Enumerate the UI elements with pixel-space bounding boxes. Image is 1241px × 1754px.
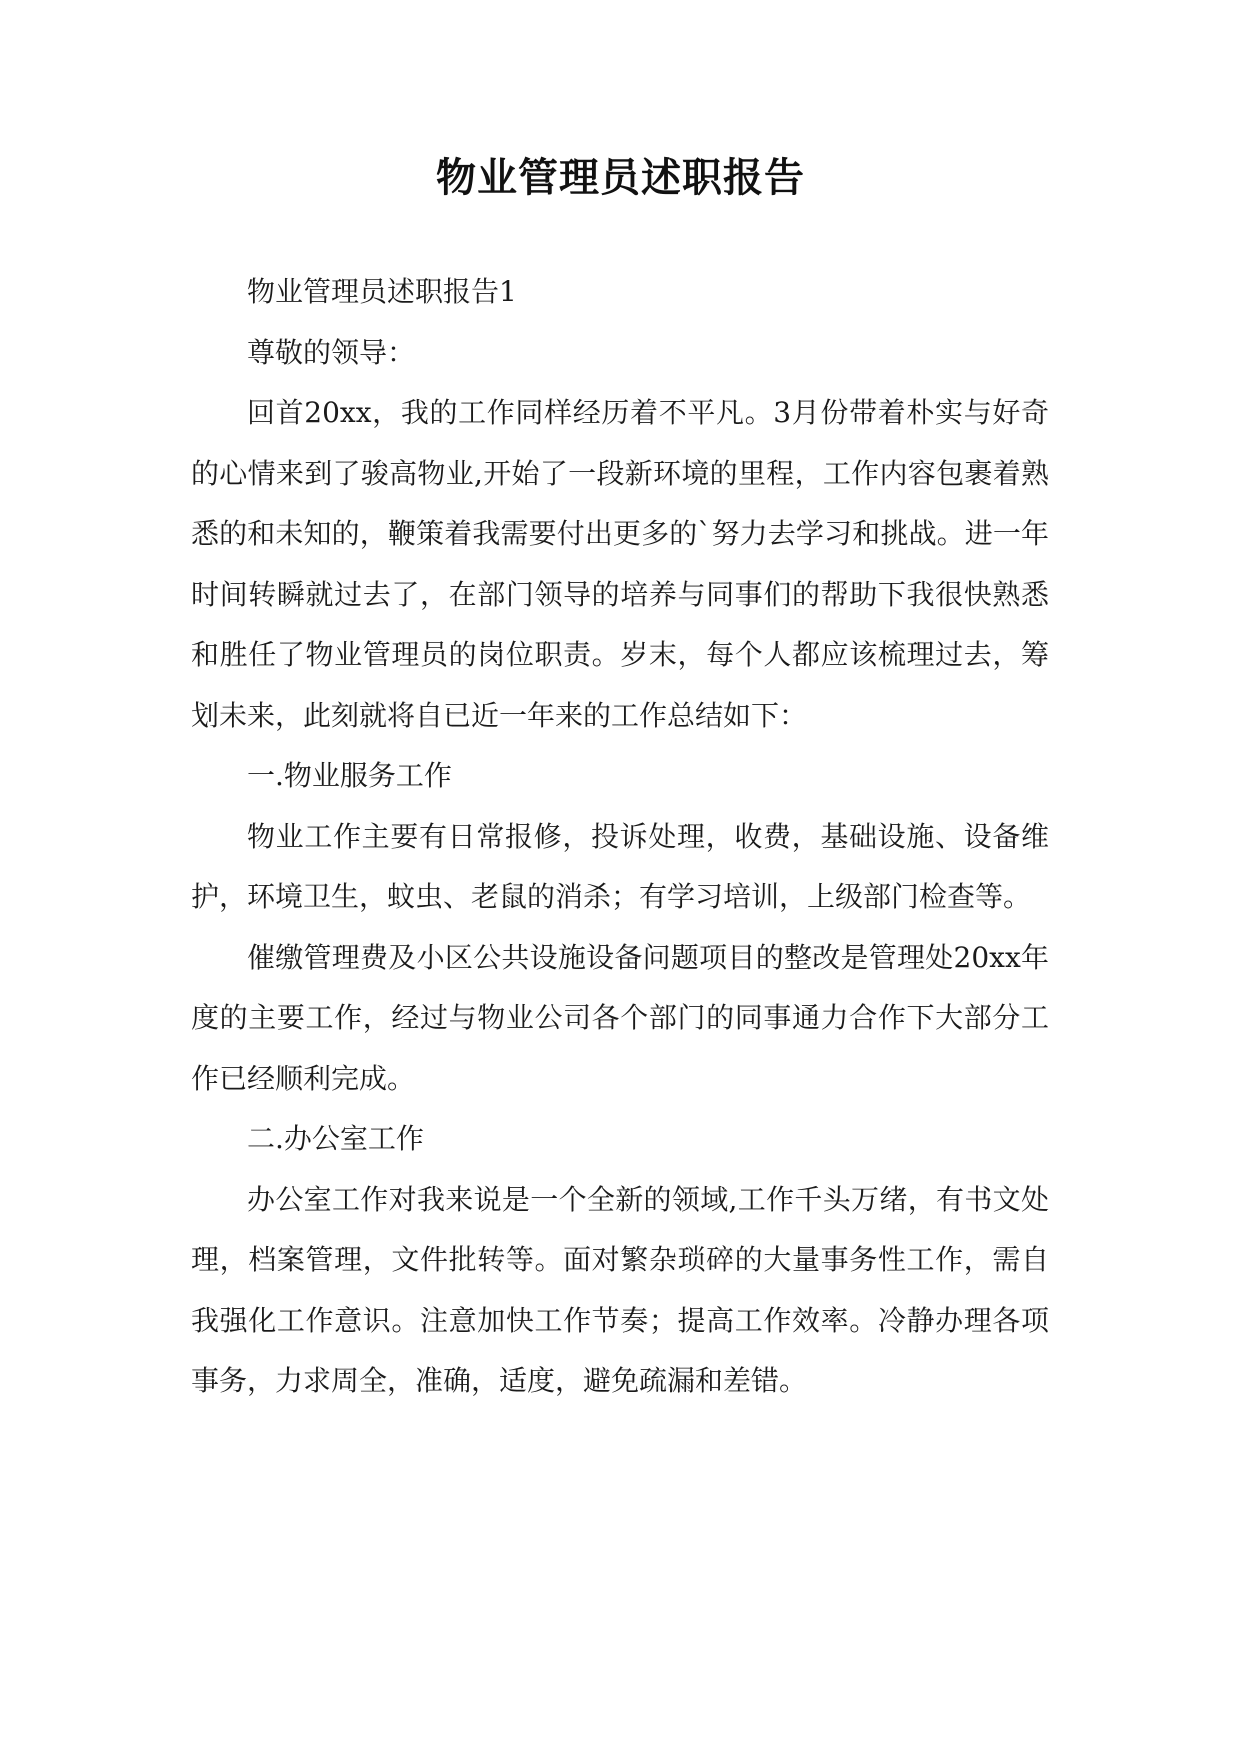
salutation: 尊敬的领导： (247, 335, 416, 369)
fee-collection-paragraph: 催缴管理费及小区公共设施设备问题项目的整改是管理处20xx年度的主要工作，经过与物业公司各个部门的同事通力合作下大部分工作已经顺利完成。 (191, 940, 1049, 1095)
section-heading-office-work: 二.办公室工作 (247, 1122, 424, 1155)
property-service-paragraph: 物业工作主要有日常报修，投诉处理，收费，基础设施、设备维护，环境卫生，蚊虫、老鼠的消杀；有学习培训，上级部门检查等。 (191, 819, 1049, 913)
document-body (191, 262, 1049, 1412)
report-subtitle: 物业管理员述职报告1 (247, 275, 517, 308)
intro-paragraph: 回首20xx，我的工作同样经历着不平凡。3月份带着朴实与好奇的心情来到了骏高物业,开始了一段新环境的里程，工作内容包裹着熟悉的和未知的，鞭策着我需要付出更多的`努力去学习和挑战。进一年时间转瞬就过去了，在部门领导的培养与同事们的帮助下我很快熟悉和胜任了物业管理员的岗位职责。岁末，每个人都应该梳理过去，筹划未来，此刻就将自已近一年来的工作总结如下： (191, 396, 1049, 732)
section-heading-property-service: 一.物业服务工作 (247, 759, 452, 792)
document-title: 物业管理员述职报告 (436, 154, 805, 201)
office-work-paragraph: 办公室工作对我来说是一个全新的领域,工作千头万绪，有书文处理，档案管理，文件批转等。面对繁杂琐碎的大量事务性工作，需自我强化工作意识。注意加快工作节奏；提高工作效率。冷静办理各项事务，力求周全，准确，适度，避免疏漏和差错。 (191, 1182, 1049, 1397)
